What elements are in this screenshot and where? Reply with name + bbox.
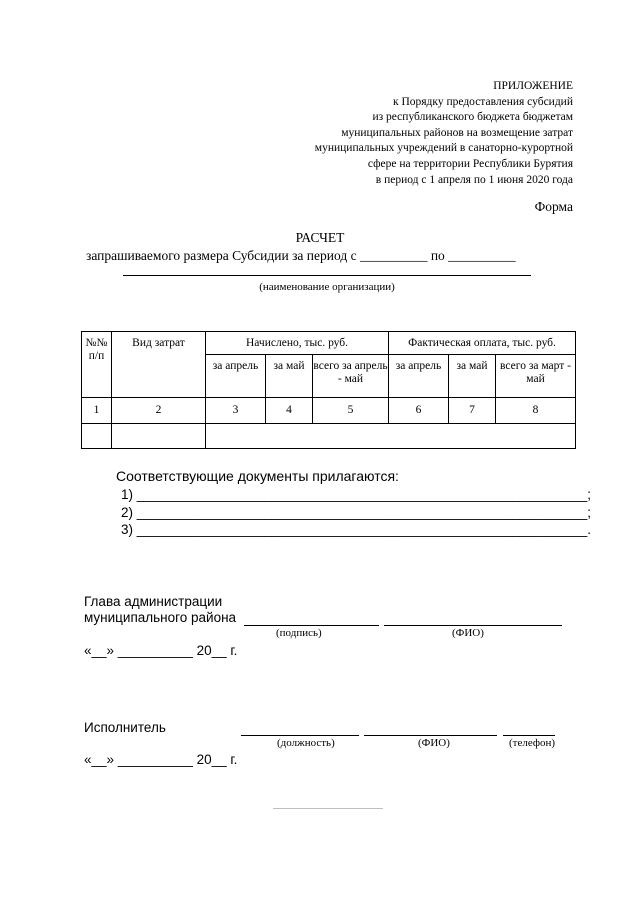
executor-date[interactable]: «__» __________ 20__ г. [84,752,238,767]
column-number: 4 [266,398,313,424]
column-number: 3 [206,398,266,424]
executor-fio-caption: (ФИО) [418,737,450,749]
form-label: Форма [534,199,573,214]
column-number: 5 [313,398,389,424]
subheader-paid-april: за апрель [389,355,449,398]
header-accrued: Начислено, тыс. руб. [206,332,389,355]
header-actual-payment: Фактическая оплата, тыс. руб. [389,332,576,355]
column-number: 7 [449,398,496,424]
executor-label: Исполнитель [84,720,166,735]
executor-phone-line[interactable] [503,735,555,736]
attached-doc-line-3[interactable]: 3) ____________________________________________________________. [121,522,591,537]
subheader-paid-may: за май [449,355,496,398]
head-admin-signature-line[interactable] [244,625,379,626]
subheader-paid-total: всего за март - май [496,355,576,398]
column-number: 1 [82,398,112,424]
table-cell-num[interactable] [82,424,112,449]
executor-position-line[interactable] [241,735,359,736]
head-admin-date[interactable]: «__» __________ 20__ г. [84,643,238,658]
document-title: РАСЧЕТ [295,230,345,245]
appendix-header [315,79,573,188]
column-number: 6 [389,398,449,424]
fio-caption: (ФИО) [452,627,484,639]
phone-caption: (телефон) [509,737,556,749]
column-number: 2 [112,398,206,424]
appendix-line: сфере на территории Республики Бурятия [367,157,573,170]
subheader-accrued-total: всего за апрель - май [313,355,389,398]
column-number: 8 [496,398,576,424]
attached-doc-line-2[interactable]: 2) ____________________________________________________________; [121,505,591,520]
head-admin-fio-line[interactable] [384,625,562,626]
signature-caption: (подпись) [276,627,322,639]
organization-name-caption: (наименование организации) [259,281,395,293]
executor-fio-line[interactable] [364,735,497,736]
subheader-accrued-may: за май [266,355,313,398]
position-caption: (должность) [277,737,335,749]
appendix-line: к Порядку предоставления субсидий [393,95,573,108]
attached-doc-line-1[interactable]: 1) ____________________________________________________________; [121,487,591,502]
calculation-table [81,331,576,449]
table-cell-values[interactable] [206,424,576,449]
appendix-line: из республиканского бюджета бюджетам [372,111,573,124]
document-subtitle: запрашиваемого размера Субсидии за период с __________ по __________ [86,248,516,263]
table-cell-cost-type[interactable] [112,424,206,449]
subheader-accrued-april: за апрель [206,355,266,398]
appendix-line: в период с 1 апреля по 1 июня 2020 года [375,173,573,186]
head-admin-title-line2: муниципального района [84,610,237,625]
attached-docs-heading: Соответствующие документы прилагаются: [116,468,399,484]
table-row [82,424,576,449]
header-cost-type: Вид затрат [112,332,206,398]
footer-divider [273,808,383,809]
appendix-line: муниципальных районов на возмещение затрат [341,126,573,139]
organization-name-line[interactable] [123,275,531,276]
appendix-line: муниципальных учреждений в санаторно-курортной [314,142,573,155]
appendix-title: ПРИЛОЖЕНИЕ [493,80,573,92]
header-num: №№ п/п [82,332,112,398]
head-admin-title: Глава администрации [84,594,223,609]
